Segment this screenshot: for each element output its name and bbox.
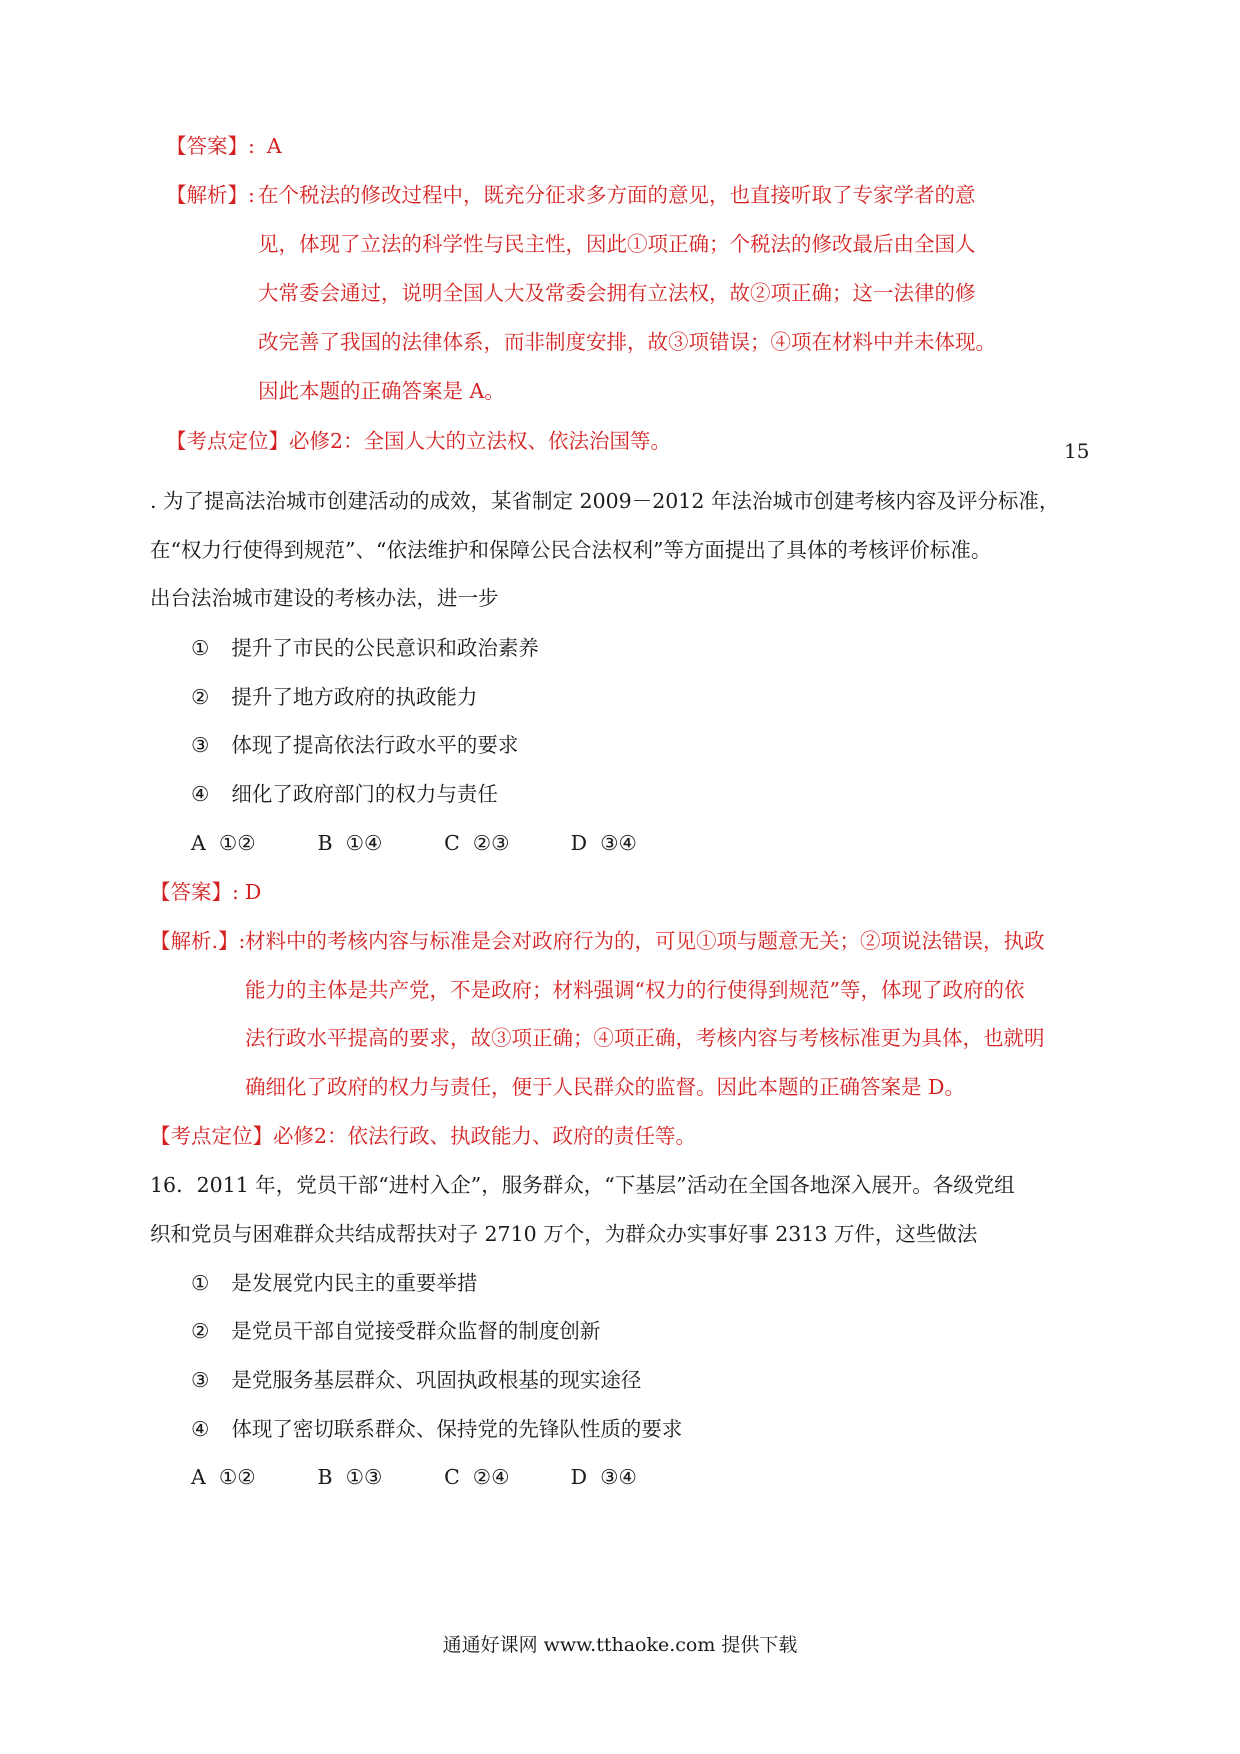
item-number: ① <box>191 636 210 660</box>
choice-letter: B <box>317 831 333 855</box>
item-text: 细化了政府部门的权力与责任 <box>231 782 498 806</box>
q15-stem-line: . 为了提高法治城市创建活动的成效，某省制定 2009－2012 年法治城市创建考核内容及评分标准， <box>150 489 1060 513</box>
q15-stem-line: 出台法治城市建设的考核办法，进一步 <box>150 586 499 610</box>
choice-value: ①② <box>218 1465 256 1489</box>
item-text: 体现了提高依法行政水平的要求 <box>231 733 519 757</box>
prev-answer-line <box>166 131 282 161</box>
page-number: 15 <box>1064 439 1090 463</box>
choice-value: ①④ <box>345 831 383 855</box>
q16-item <box>191 1268 477 1298</box>
kaodian-tag: 【考点定位】 <box>166 429 289 453</box>
item-number: ④ <box>191 1417 210 1441</box>
choice-letter: B <box>317 1465 333 1489</box>
choice <box>444 1462 564 1492</box>
kaodian-text: 必修2：全国人大的立法权、依法治国等。 <box>289 429 672 453</box>
choice <box>318 1462 438 1492</box>
item-text: 提升了地方政府的执政能力 <box>231 685 478 709</box>
q16-stem-line: 16．2011 年，党员干部“进村入企”，服务群众，“下基层”活动在全国各地深入展开。各级党组 <box>150 1173 1015 1197</box>
q16-item <box>191 1414 682 1444</box>
q15-analysis-line: 确细化了政府的权力与责任，便于人民群众的监督。因此本题的正确答案是 D。 <box>245 1075 965 1099</box>
kaodian-tag: 【考点定位】 <box>150 1124 273 1148</box>
answer-value: D <box>244 880 262 904</box>
choice-letter: A <box>191 831 206 855</box>
choice-value: ①② <box>218 831 256 855</box>
item-number: ③ <box>191 1368 210 1392</box>
choice <box>571 1462 691 1492</box>
q16-choices <box>191 1462 691 1492</box>
choice <box>444 828 564 858</box>
answer-tag: 【答案】: <box>166 134 255 158</box>
q16-item <box>191 1316 600 1346</box>
footer-text: 通通好课网 www.tthaoke.com 提供下载 <box>442 1634 798 1656</box>
q15-kaodian-line <box>150 1121 696 1151</box>
item-number: ③ <box>191 733 210 757</box>
prev-analysis-tag: 【解析】: <box>166 183 255 207</box>
q15-answer-line <box>150 877 261 907</box>
choice-letter: A <box>191 1465 206 1489</box>
item-text: 提升了市民的公民意识和政治素养 <box>231 636 539 660</box>
item-number: ② <box>191 685 210 709</box>
item-text: 是党服务基层群众、巩固执政根基的现实途径 <box>231 1368 642 1392</box>
choice <box>191 828 311 858</box>
item-number: ① <box>191 1271 210 1295</box>
choice-value: ②③ <box>472 831 510 855</box>
choice-value: ①③ <box>345 1465 383 1489</box>
choice-letter: D <box>570 831 588 855</box>
q15-item <box>191 682 477 712</box>
q15-analysis-line: 材料中的考核内容与标准是会对政府行为的，可见①项与题意无关；②项说法错误，执政 <box>245 929 1045 953</box>
prev-analysis-line: 见，体现了立法的科学性与民主性，因此①项正确；个税法的修改最后由全国人 <box>258 232 976 256</box>
q15-analysis-tag: 【解析.】: <box>150 929 246 953</box>
item-text: 是发展党内民主的重要举措 <box>231 1271 478 1295</box>
prev-analysis-line: 改完善了我国的法律体系，而非制度安排，故③项错误；④项在材料中并未体现。 <box>258 330 996 354</box>
answer-tag: 【答案】: <box>150 880 239 904</box>
answer-value: A <box>266 134 282 158</box>
choice <box>191 1462 311 1492</box>
q16-item <box>191 1365 641 1395</box>
prev-analysis-line: 因此本题的正确答案是 A。 <box>258 379 505 403</box>
choice-value: ③④ <box>600 831 637 855</box>
q15-stem-line: 在“权力行使得到规范”、“依法维护和保障公民合法权利”等方面提出了具体的考核评价标准。 <box>150 538 992 562</box>
choice-letter: C <box>444 1465 460 1489</box>
prev-kaodian-line <box>166 426 671 456</box>
choice-value: ②④ <box>472 1465 510 1489</box>
q15-item <box>191 730 518 760</box>
choice <box>318 828 438 858</box>
choice-letter: C <box>444 831 460 855</box>
q15-item <box>191 779 498 809</box>
item-text: 体现了密切联系群众、保持党的先锋队性质的要求 <box>231 1417 683 1441</box>
prev-analysis-line: 大常委会通过，说明全国人大及常委会拥有立法权，故②项正确；这一法律的修 <box>258 281 976 305</box>
item-text: 是党员干部自觉接受群众监督的制度创新 <box>231 1319 601 1343</box>
item-number: ④ <box>191 782 210 806</box>
choice <box>571 828 691 858</box>
q15-choices <box>191 828 691 858</box>
q16-stem-line: 织和党员与困难群众共结成帮扶对子 2710 万个，为群众办实事好事 2313 万件，这些做法 <box>150 1222 978 1246</box>
q15-analysis-line: 法行政水平提高的要求，故③项正确；④项正确，考核内容与考核标准更为具体，也就明 <box>245 1026 1045 1050</box>
prev-analysis-line: 在个税法的修改过程中，既充分征求多方面的意见，也直接听取了专家学者的意 <box>258 183 976 207</box>
q15-analysis-line: 能力的主体是共产党，不是政府；材料强调“权力的行使得到规范”等，体现了政府的依 <box>245 978 1025 1002</box>
kaodian-text: 必修2：依法行政、执政能力、政府的责任等。 <box>273 1124 697 1148</box>
choice-value: ③④ <box>600 1465 637 1489</box>
choice-letter: D <box>570 1465 588 1489</box>
q15-item <box>191 633 539 663</box>
item-number: ② <box>191 1319 210 1343</box>
